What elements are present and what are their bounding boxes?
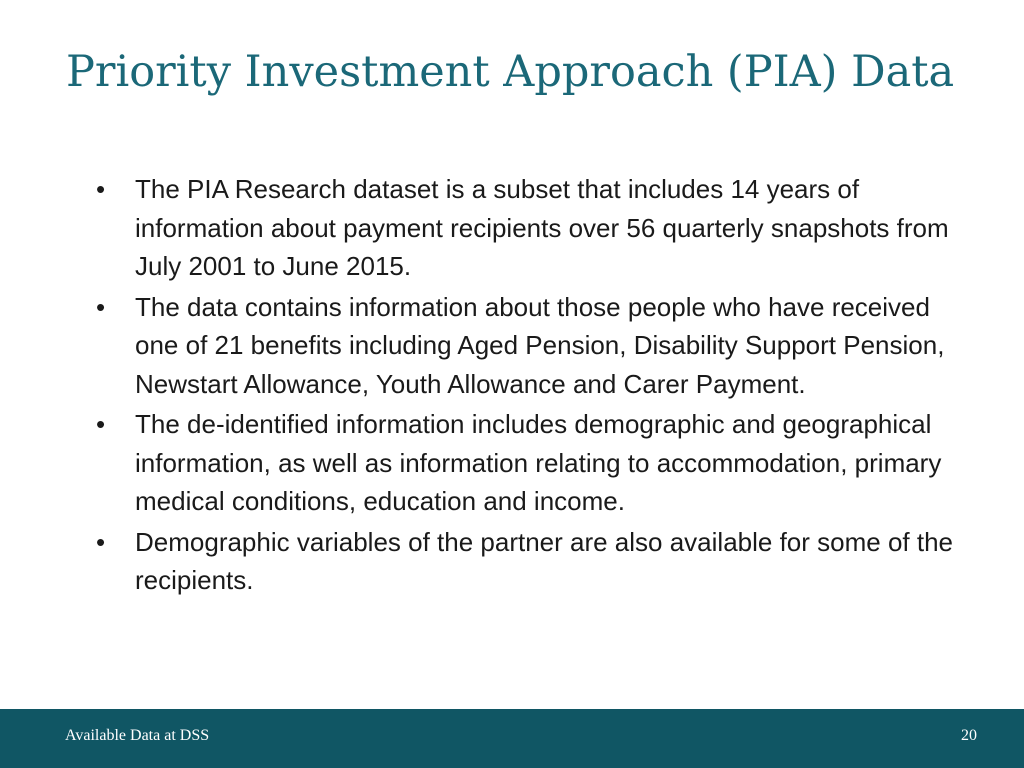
footer-bar	[0, 709, 1024, 768]
bullet-dot-icon: •	[96, 174, 106, 204]
footer-label: Available Data at DSS	[65, 727, 210, 744]
bullet-list	[96, 170, 976, 602]
bullet-text: The de-identified information includes demographic and geographical information, as well as information relating to accommodation, primary medical conditions, education and income.	[135, 409, 942, 516]
bullet-text: The data contains information about those people who have received one of 21 benefits including Aged Pension, Disability Support Pension, Newstart Allowance, Youth Allowance and Carer Payment.	[135, 291, 945, 399]
bullet-dot-icon: •	[96, 409, 106, 439]
bullet-dot-icon: •	[96, 526, 106, 557]
bullet-item	[96, 170, 976, 286]
bullet-item	[96, 523, 976, 600]
bullet-dot-icon: •	[96, 291, 106, 322]
bullet-item	[96, 288, 976, 404]
page-number: 20	[961, 727, 977, 744]
bullet-text: The PIA Research dataset is a subset that includes 14 years of information about payment recipients over 56 quarterly snapshots from July 2001 to June 2015.	[135, 174, 949, 281]
bullet-text: Demographic variables of the partner are also available for some of the recipients.	[135, 526, 953, 595]
bullet-item	[96, 405, 976, 521]
slide-title: Priority Investment Approach (PIA) Data	[66, 47, 955, 97]
